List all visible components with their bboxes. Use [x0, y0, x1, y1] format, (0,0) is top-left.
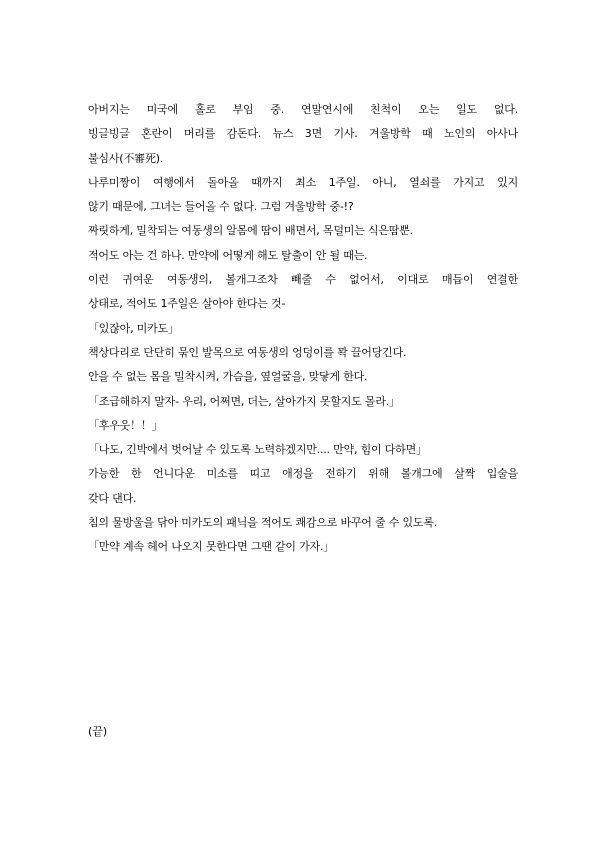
text-line: 나루미짱이 여행에서 돌아올 때까지 최소 1주일. 아니, 열쇠를 가지고 있지: [88, 175, 518, 189]
dialogue-line: 「나도, 긴박에서 벗어날 수 있도록 노력하겠지만.... 만약, 힘이 다하면」: [88, 443, 427, 457]
text-line: 아버지는 미국에 홀로 부임 중. 연말연시에 친척이 오는 일도 없다.: [88, 103, 518, 116]
story-text-body: [88, 98, 518, 560]
dialogue-line: 「있잖아, 미카도」: [88, 321, 179, 335]
text-line: 불심사(不審死).: [88, 151, 164, 165]
dialogue-line: 「조급해하지 말자- 우리, 어쩌면, 더는, 살아가지 못할지도 몰라.」: [88, 394, 400, 408]
text-line: 이런 귀여운 여동생의, 볼개그조차 빼줄 수 없어서, 이대로 매듭이 연결한: [88, 273, 518, 287]
dialogue-line: 「만약 계속 헤어 나오지 못한다면 그땐 같이 가자.」: [88, 540, 335, 554]
text-line: 상태로, 적어도 1주일은 살아야 한다는 것-: [88, 297, 286, 311]
text-line: 빙글빙글 혼란이 머리를 감돈다. 뉴스 3면 기사. 겨울방학 때 노인의 아사나: [88, 127, 518, 141]
dialogue-line: 「후우웃！！」: [88, 418, 163, 432]
text-line: 짜릿하게, 밀착되는 여동생의 알몸에 땀이 배면서, 목덜미는 식은땀뿐.: [88, 224, 413, 238]
text-line: 책상다리로 단단히 묶인 발목으로 여동생의 엉덩이를 꽉 끌어당긴다.: [88, 345, 407, 359]
text-line: 가능한 한 언니다운 미소를 띠고 애정을 전하기 위해 볼개그에 살짝 입술을: [88, 467, 518, 481]
text-line: 갖다 댄다.: [88, 491, 137, 505]
text-line: 침의 물방울을 닦아 미카도의 패닉을 적어도 쾌감으로 바꾸어 줄 수 있도록.: [88, 516, 438, 530]
text-line: 않기 때문에, 그녀는 들어올 수 없다. 그럼 겨울방학 중-!?: [88, 200, 354, 214]
text-line: 안을 수 없는 몸을 밀착시켜, 가슴을, 옆얼굴을, 맞닿게 한다.: [88, 370, 368, 384]
end-mark: (끝): [88, 725, 108, 738]
text-line: 적어도 아는 건 하나. 만약에 어떻게 해도 탈출이 안 될 때는.: [88, 248, 368, 262]
